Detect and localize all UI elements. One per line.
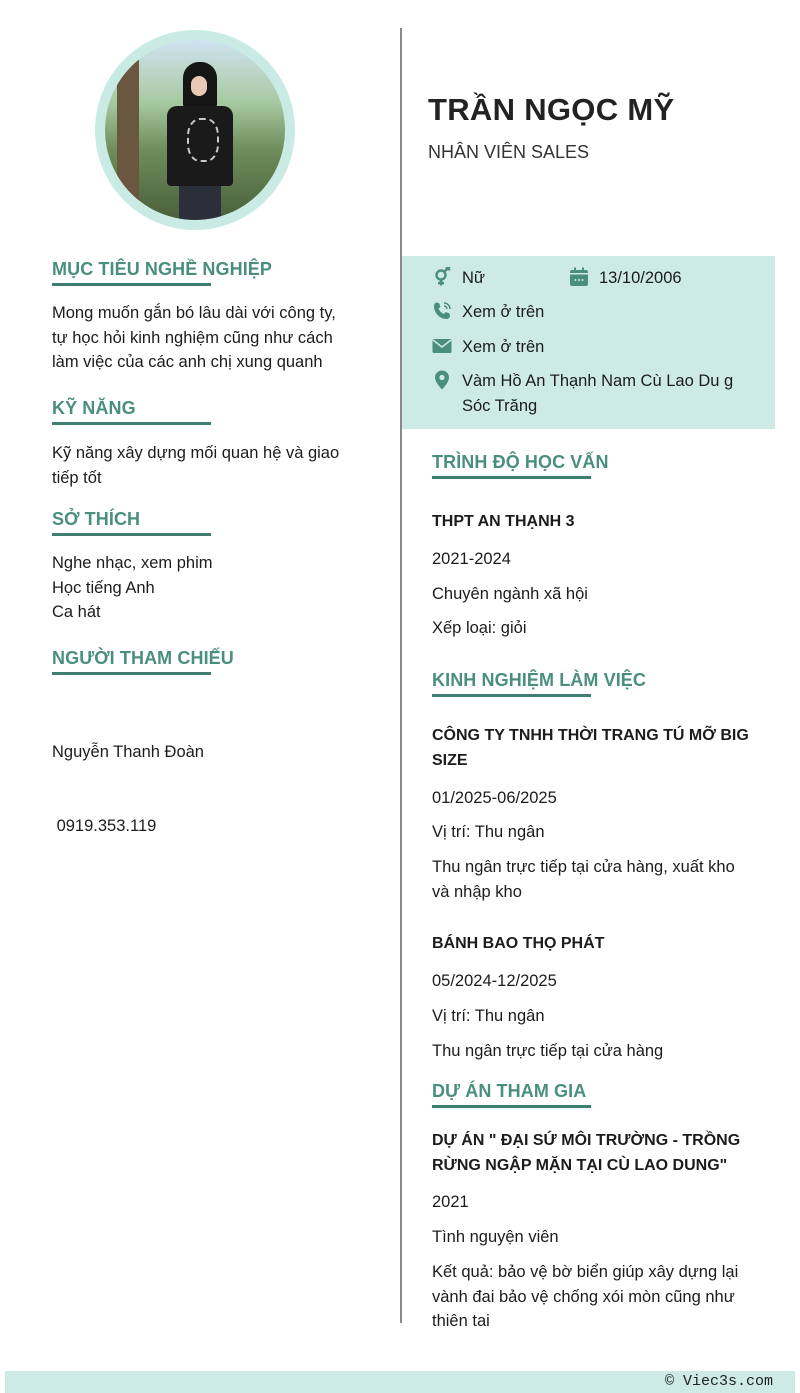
experience-title: KINH NGHIỆM LÀM VIỆC <box>432 670 647 690</box>
hobbies-list: Nghe nhạc, xem phim Học tiếng Anh Ca hát <box>52 554 213 621</box>
phone-icon <box>432 301 452 321</box>
candidate-name: TRẦN NGỌC MỸ <box>428 92 675 127</box>
experience-description: Thu ngân trực tiếp tại cửa hàng <box>432 1042 664 1060</box>
project-role: Tình nguyện viên <box>432 1228 559 1246</box>
email-row: Xem ở trên <box>432 335 544 360</box>
location-icon <box>432 370 452 390</box>
experience-underline <box>432 694 591 697</box>
education-school: THPT AN THẠNH 3 <box>432 513 575 530</box>
skills-title: KỸ NĂNG <box>52 398 136 418</box>
copyright-text: © Viec3s.com <box>664 1373 773 1390</box>
avatar-frame <box>95 30 295 230</box>
references-text: Nguyễn Thanh Đoàn 0919.353.119 <box>52 743 204 835</box>
experience-period: 05/2024-12/2025 <box>432 972 557 990</box>
references-underline <box>52 672 211 675</box>
experience-description: Thu ngân trực tiếp tại cửa hàng, xuất kho và nhập kho <box>432 858 735 901</box>
education-title: TRÌNH ĐỘ HỌC VẤN <box>432 452 609 472</box>
projects-title: DỰ ÁN THAM GIA <box>432 1081 587 1101</box>
experience-company: CÔNG TY TNHH THỜI TRANG TÚ MỠ BIG SIZE <box>432 727 749 769</box>
project-result: Kết quả: bảo vệ bờ biển giúp xây dựng lại vành đai bảo vệ chống xói mòn cũng như thiên tai <box>432 1263 739 1330</box>
objective-title: MỤC TIÊU NGHỀ NGHIỆP <box>52 259 273 279</box>
project-name: DỰ ÁN " ĐẠI SỨ MÔI TRƯỜNG - TRỒNG RỪNG NGẬP MẶN TẠI CÙ LAO DUNG" <box>432 1132 741 1174</box>
education-years: 2021-2024 <box>432 550 511 568</box>
hobbies-title: SỞ THÍCH <box>52 509 141 529</box>
experience-role: Vị trí: Thu ngân <box>432 823 545 841</box>
skills-underline <box>52 422 211 425</box>
column-divider <box>400 28 402 1323</box>
phone-row: Xem ở trên <box>432 300 544 325</box>
experience-company: BÁNH BAO THỌ PHÁT <box>432 935 605 952</box>
education-underline <box>432 476 591 479</box>
skills-text: Kỹ năng xây dựng mối quan hệ và giao tiếp tốt <box>52 444 340 487</box>
address-row: Vàm Hồ An Thạnh Nam Cù Lao Du g Sóc Trăng <box>432 369 733 418</box>
candidate-position: NHÂN VIÊN SALES <box>428 142 590 162</box>
calendar-icon <box>569 267 589 287</box>
experience-period: 01/2025-06/2025 <box>432 789 557 807</box>
email-icon <box>432 336 452 356</box>
hobbies-underline <box>52 533 211 536</box>
experience-role: Vị trí: Thu ngân <box>432 1007 545 1025</box>
references-title: NGƯỜI THAM CHIẾU <box>52 648 234 668</box>
footer-bar <box>5 1371 795 1393</box>
objective-text: Mong muốn gắn bó lâu dài với công ty, tự học hỏi kinh nghiệm cũng như cách làm việc của các anh chị xung quanh <box>52 304 336 371</box>
objective-underline <box>52 283 211 286</box>
projects-underline <box>432 1105 591 1108</box>
avatar <box>105 40 285 220</box>
project-year: 2021 <box>432 1193 469 1211</box>
education-major: Chuyên ngành xã hội <box>432 585 588 603</box>
birthday-row: 13/10/2006 <box>569 266 682 291</box>
gender-row: Nữ <box>432 266 485 291</box>
education-grade: Xếp loại: giỏi <box>432 619 527 637</box>
gender-icon <box>432 267 452 287</box>
